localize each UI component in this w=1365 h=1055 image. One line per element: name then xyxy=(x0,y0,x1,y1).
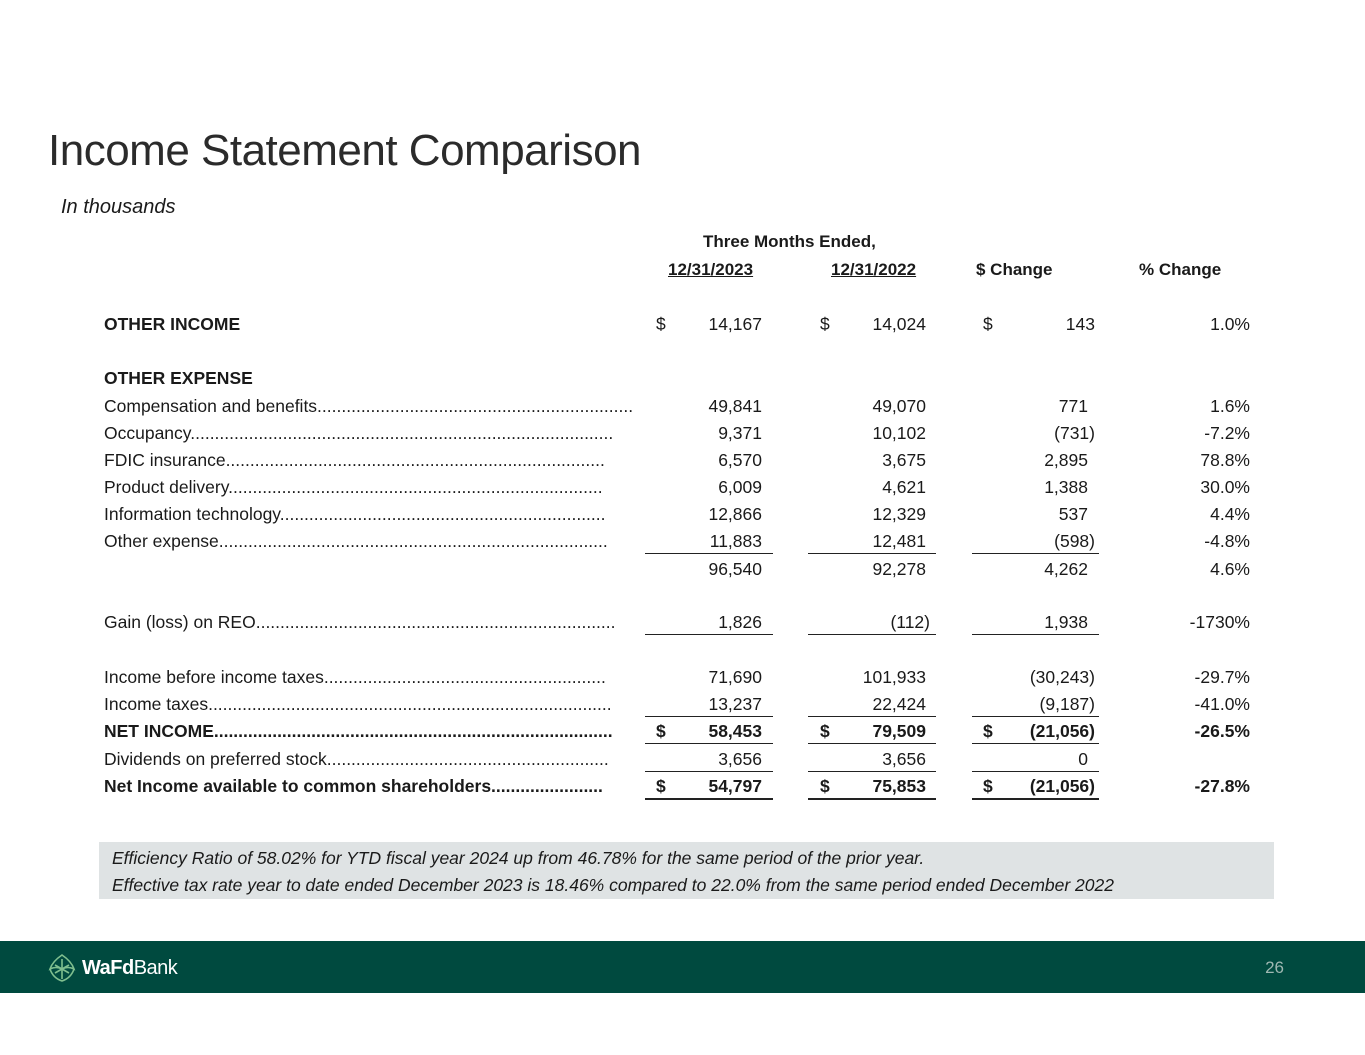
pct-change: 4.6% xyxy=(1210,559,1250,579)
subtotal-rule xyxy=(645,716,773,717)
logo-wordmark-bold: WaFd xyxy=(82,956,134,979)
subtotal-rule xyxy=(972,634,1099,635)
notes-box xyxy=(99,842,1274,899)
note-efficiency-ratio: Efficiency Ratio of 58.02% for YTD fiscal year 2024 up from 46.78% for the same period of the prior year. xyxy=(112,848,925,868)
dollar-change: 537 xyxy=(1058,504,1088,524)
row-label: Information technology................................................................... xyxy=(104,504,606,524)
currency-symbol: $ xyxy=(983,721,993,741)
dollar-change: 0 xyxy=(1078,749,1088,769)
subtotal-rule xyxy=(645,634,773,635)
pct-change: 1.0% xyxy=(1210,314,1250,334)
value-2023: 11,883 xyxy=(709,531,762,551)
value-2022: 12,481 xyxy=(872,531,926,551)
value-2022: 22,424 xyxy=(872,694,926,714)
currency-symbol: $ xyxy=(820,721,830,741)
pct-change: -26.5% xyxy=(1194,721,1250,741)
row-label: Dividends on preferred stock.......................................................... xyxy=(104,749,609,769)
dollar-change: (21,056) xyxy=(1029,721,1095,741)
value-2023: 54,797 xyxy=(708,776,762,796)
total-rule xyxy=(808,798,936,800)
value-2022: (112) xyxy=(890,612,930,632)
value-2022: 4,621 xyxy=(882,477,926,497)
total-rule xyxy=(645,798,773,800)
column-header-2022: 12/31/2022 xyxy=(831,260,917,279)
subtotal-rule xyxy=(972,553,1099,554)
subtotal-rule xyxy=(808,771,936,772)
currency-symbol: $ xyxy=(656,314,666,334)
wafd-leaf-icon xyxy=(46,953,78,983)
subtotal-rule xyxy=(645,771,773,772)
dollar-change: 1,388 xyxy=(1044,477,1088,497)
subtotal-rule xyxy=(645,553,773,554)
subtotal-rule xyxy=(972,716,1099,717)
pct-change xyxy=(1150,748,1250,770)
page-title: Income Statement Comparison xyxy=(48,126,642,175)
total-rule xyxy=(972,798,1099,800)
value-2022: 49,070 xyxy=(872,396,926,416)
pct-change: 30.0% xyxy=(1200,477,1250,497)
row-label: Product delivery............................................................................. xyxy=(104,477,603,497)
value-2023: 14,167 xyxy=(708,314,762,334)
row-label: Gain (loss) on REO.......................................................................... xyxy=(104,612,616,632)
currency-symbol: $ xyxy=(820,314,830,334)
dollar-change: 4,262 xyxy=(1044,559,1088,579)
value-2023: 13,237 xyxy=(708,694,762,714)
currency-symbol: $ xyxy=(820,776,830,796)
value-2023: 1,826 xyxy=(718,612,762,632)
value-2023: 6,009 xyxy=(718,477,762,497)
row-label: Occupancy....................................................................................... xyxy=(104,423,614,443)
row-label: Compensation and benefits................................................................. xyxy=(104,396,634,416)
total-rule xyxy=(808,743,936,744)
value-2023: 6,570 xyxy=(718,450,762,470)
currency-symbol: $ xyxy=(983,776,993,796)
currency-symbol: $ xyxy=(656,776,666,796)
dollar-change: (598) xyxy=(1054,531,1095,551)
pct-change: -27.8% xyxy=(1194,776,1250,796)
note-effective-tax-rate: Effective tax rate year to date ended December 2023 is 18.46% compared to 22.0% from the same period ended December 2022 xyxy=(112,875,1114,895)
subtotal-rule xyxy=(808,716,936,717)
value-2022: 3,675 xyxy=(882,450,926,470)
value-2023: 9,371 xyxy=(718,423,762,443)
row-label: OTHER INCOME xyxy=(104,314,241,334)
logo-wordmark-regular: Bank xyxy=(133,956,178,979)
footer-bar xyxy=(0,941,1365,993)
dollar-change: (30,243) xyxy=(1029,667,1095,687)
value-2022: 92,278 xyxy=(872,559,926,579)
dollar-change: (21,056) xyxy=(1029,776,1095,796)
row-label: NET INCOME.................................................................................. xyxy=(104,721,613,741)
total-rule xyxy=(972,743,1099,744)
dollar-change: 771 xyxy=(1058,396,1088,416)
period-header: Three Months Ended, xyxy=(703,232,876,251)
pct-change: -41.0% xyxy=(1194,694,1250,714)
currency-symbol: $ xyxy=(983,314,993,334)
value-2023: 71,690 xyxy=(708,667,762,687)
dollar-change: (9,187) xyxy=(1039,694,1095,714)
subtotal-rule xyxy=(972,771,1099,772)
pct-change: -1730% xyxy=(1189,612,1250,632)
value-2023: 49,841 xyxy=(708,396,762,416)
row-label: Income taxes................................................................................... xyxy=(104,694,612,714)
column-header-pct-change: % Change xyxy=(1139,260,1222,279)
value-2023: 96,540 xyxy=(708,559,762,579)
currency-symbol: $ xyxy=(656,721,666,741)
pct-change: -4.8% xyxy=(1204,531,1250,551)
pct-change: 1.6% xyxy=(1210,396,1250,416)
total-rule xyxy=(645,743,773,744)
row-label: FDIC insurance.............................................................................. xyxy=(104,450,605,470)
value-2022: 101,933 xyxy=(862,667,926,687)
dollar-change: 143 xyxy=(1065,314,1095,334)
pct-change: 78.8% xyxy=(1200,450,1250,470)
value-2023: 12,866 xyxy=(708,504,762,524)
row-label: Net Income available to common shareholders....................... xyxy=(104,776,603,796)
value-2022: 79,509 xyxy=(872,721,926,741)
wafd-bank-logo xyxy=(46,953,177,983)
value-2022: 12,329 xyxy=(872,504,926,524)
column-header-dollar-change: $ Change xyxy=(976,260,1053,279)
pct-change: -29.7% xyxy=(1194,667,1250,687)
value-2023: 3,656 xyxy=(718,749,762,769)
subtotal-rule xyxy=(808,634,936,635)
dollar-change: 1,938 xyxy=(1044,612,1088,632)
dollar-change: (731) xyxy=(1054,423,1095,443)
column-header-2023: 12/31/2023 xyxy=(668,260,754,279)
dollar-change: 2,895 xyxy=(1044,450,1088,470)
row-label: Other expense................................................................................ xyxy=(104,531,608,551)
pct-change: 4.4% xyxy=(1210,504,1250,524)
row-label: Income before income taxes.......................................................... xyxy=(104,667,606,687)
section-heading: OTHER EXPENSE xyxy=(104,368,253,388)
value-2022: 3,656 xyxy=(882,749,926,769)
value-2023: 58,453 xyxy=(708,721,762,741)
page-subtitle: In thousands xyxy=(61,196,176,218)
value-2022: 10,102 xyxy=(872,423,926,443)
subtotal-rule xyxy=(808,553,936,554)
value-2022: 75,853 xyxy=(872,776,926,796)
value-2022: 14,024 xyxy=(872,314,926,334)
page-number: 26 xyxy=(1265,958,1284,977)
pct-change: -7.2% xyxy=(1204,423,1250,443)
